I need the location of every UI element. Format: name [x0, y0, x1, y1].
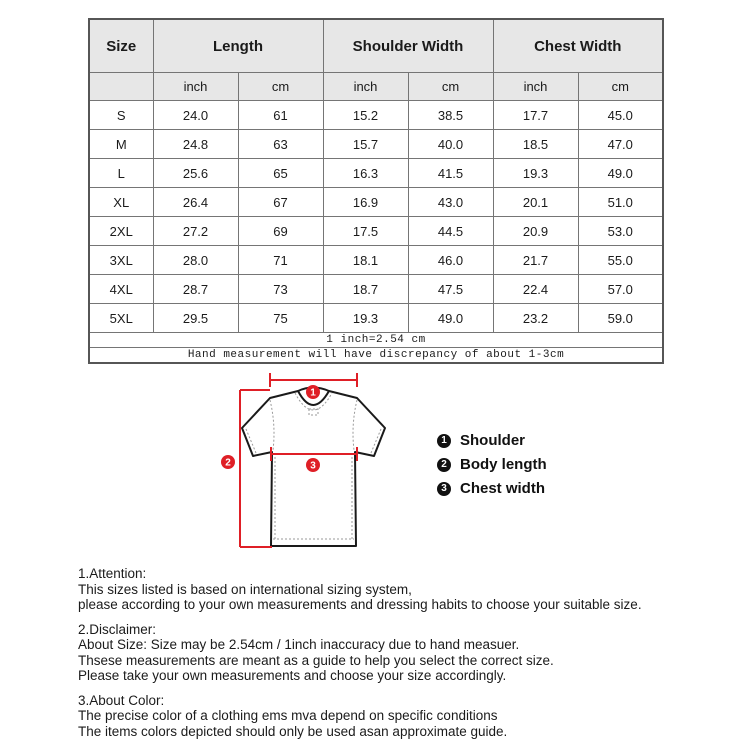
value-cell: 19.3: [493, 159, 578, 188]
unit-label: cm: [578, 73, 663, 101]
note-attention: [78, 566, 718, 613]
value-cell: 57.0: [578, 275, 663, 304]
value-cell: 53.0: [578, 217, 663, 246]
note-heading: 3.About Color:: [78, 692, 165, 708]
value-cell: 26.4: [153, 188, 238, 217]
table-row: [89, 275, 663, 304]
value-cell: 17.7: [493, 101, 578, 130]
note-line: About Size: Size may be 2.54cm / 1inch inaccuracy due to hand measuer.: [78, 637, 520, 652]
col-header-chest-width: Chest Width: [493, 19, 663, 73]
marker-2-number: 2: [225, 457, 231, 469]
value-cell: 28.0: [153, 246, 238, 275]
value-cell: 22.4: [493, 275, 578, 304]
value-cell: 18.5: [493, 130, 578, 159]
size-chart-table: [88, 18, 664, 364]
table-row: [89, 188, 663, 217]
value-cell: 15.7: [323, 130, 408, 159]
unit-empty-cell: [89, 73, 153, 101]
note-line: Thsese measurements are meant as a guide to help you select the correct size.: [78, 652, 554, 668]
note-heading: 1.Attention:: [78, 566, 147, 581]
col-header-shoulder-width: Shoulder Width: [323, 19, 493, 73]
size-cell: 3XL: [89, 246, 153, 275]
value-cell: 20.1: [493, 188, 578, 217]
legend-item-shoulder: [437, 433, 547, 448]
value-cell: 18.7: [323, 275, 408, 304]
note-disclaimer: [78, 622, 718, 684]
size-cell: 2XL: [89, 217, 153, 246]
legend-badge-2-icon: 2: [437, 458, 451, 472]
table-row: [89, 246, 663, 275]
legend-item-body-length: [437, 457, 547, 472]
notes-section: [78, 566, 718, 748]
unit-row: [89, 73, 663, 101]
footnote-row: [89, 348, 663, 364]
legend-label: Chest width: [460, 480, 545, 497]
inch-conversion-note: 1 inch=2.54 cm: [89, 333, 663, 348]
size-cell: M: [89, 130, 153, 159]
value-cell: 28.7: [153, 275, 238, 304]
value-cell: 20.9: [493, 217, 578, 246]
value-cell: 71: [238, 246, 323, 275]
unit-label: inch: [323, 73, 408, 101]
value-cell: 75: [238, 304, 323, 333]
legend-label: Shoulder: [460, 432, 526, 449]
note-line: please according to your own measurements and dressing habits to choose your suitable size.: [78, 597, 642, 612]
value-cell: 65: [238, 159, 323, 188]
value-cell: 15.2: [323, 101, 408, 130]
value-cell: 51.0: [578, 188, 663, 217]
tshirt-measurement-diagram: [195, 365, 425, 565]
table-row: [89, 101, 663, 130]
unit-label: cm: [408, 73, 493, 101]
table-row: [89, 304, 663, 333]
value-cell: 16.3: [323, 159, 408, 188]
value-cell: 40.0: [408, 130, 493, 159]
legend-item-chest-width: [437, 481, 547, 496]
legend-badge-1-icon: 1: [437, 434, 451, 448]
legend-badge-3-icon: 3: [437, 482, 451, 496]
value-cell: 38.5: [408, 101, 493, 130]
value-cell: 17.5: [323, 217, 408, 246]
note-line: The items colors depicted should only be used asan approximate guide.: [78, 723, 508, 739]
value-cell: 41.5: [408, 159, 493, 188]
note-heading: 2.Disclaimer:: [78, 621, 157, 637]
table-row: [89, 217, 663, 246]
value-cell: 55.0: [578, 246, 663, 275]
value-cell: 24.8: [153, 130, 238, 159]
value-cell: 18.1: [323, 246, 408, 275]
value-cell: 24.0: [153, 101, 238, 130]
value-cell: 47.5: [408, 275, 493, 304]
value-cell: 16.9: [323, 188, 408, 217]
note-line: Please take your own measurements and choose your size accordingly.: [78, 668, 507, 683]
size-cell: 4XL: [89, 275, 153, 304]
legend-label: Body length: [460, 456, 547, 473]
marker-1-number: 1: [310, 387, 316, 399]
marker-3-number: 3: [310, 460, 316, 472]
value-cell: 63: [238, 130, 323, 159]
value-cell: 29.5: [153, 304, 238, 333]
value-cell: 19.3: [323, 304, 408, 333]
value-cell: 27.2: [153, 217, 238, 246]
value-cell: 49.0: [408, 304, 493, 333]
value-cell: 67: [238, 188, 323, 217]
shoulder-measure-line: [270, 373, 357, 387]
col-header-size: Size: [89, 19, 153, 73]
value-cell: 73: [238, 275, 323, 304]
value-cell: 59.0: [578, 304, 663, 333]
note-line: The precise color of a clothing ems mva depend on specific conditions: [78, 708, 498, 723]
footnote-row: [89, 333, 663, 348]
size-chart-table-wrap: [88, 18, 664, 364]
unit-label: cm: [238, 73, 323, 101]
table-row: [89, 130, 663, 159]
note-about-color: [78, 693, 718, 740]
size-cell: S: [89, 101, 153, 130]
note-line: This sizes listed is based on international sizing system,: [78, 581, 412, 597]
value-cell: 69: [238, 217, 323, 246]
value-cell: 61: [238, 101, 323, 130]
size-cell: 5XL: [89, 304, 153, 333]
col-header-length: Length: [153, 19, 323, 73]
table-row: [89, 159, 663, 188]
unit-label: inch: [153, 73, 238, 101]
value-cell: 47.0: [578, 130, 663, 159]
value-cell: 45.0: [578, 101, 663, 130]
value-cell: 43.0: [408, 188, 493, 217]
hand-measurement-note: Hand measurement will have discrepancy of about 1-3cm: [89, 348, 663, 364]
value-cell: 49.0: [578, 159, 663, 188]
value-cell: 23.2: [493, 304, 578, 333]
value-cell: 44.5: [408, 217, 493, 246]
value-cell: 25.6: [153, 159, 238, 188]
measurement-legend: [437, 433, 547, 496]
size-cell: L: [89, 159, 153, 188]
value-cell: 21.7: [493, 246, 578, 275]
header-row: [89, 19, 663, 73]
unit-label: inch: [493, 73, 578, 101]
value-cell: 46.0: [408, 246, 493, 275]
size-cell: XL: [89, 188, 153, 217]
